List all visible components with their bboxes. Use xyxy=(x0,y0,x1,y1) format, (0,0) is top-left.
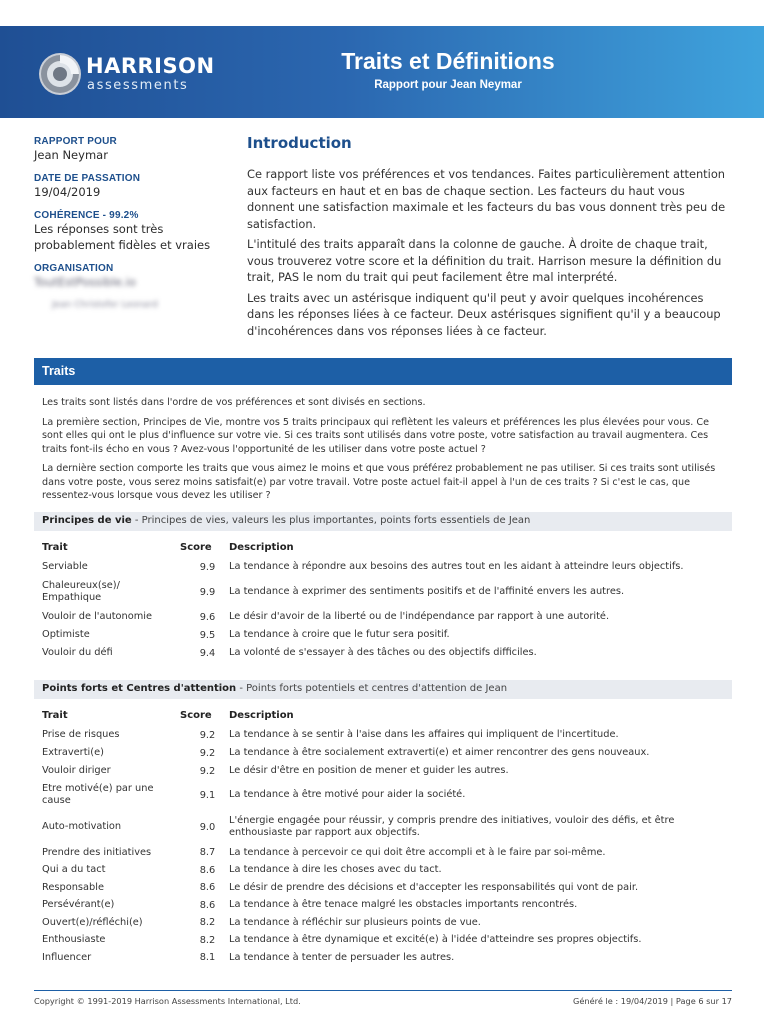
table-row xyxy=(42,862,722,880)
score-column-header: Score xyxy=(180,710,212,721)
trait-score: 8.6 xyxy=(199,882,216,894)
trait-description: Le désir de prendre des décisions et d'accepter les responsabilités qui vont de pair. xyxy=(229,881,639,893)
trait-name: Prendre des initiatives xyxy=(42,846,152,858)
description-column-header: Description xyxy=(229,710,294,721)
trait-description: La tendance à se sentir à l'aise dans les affaires qui impliquent de l'incertitude. xyxy=(229,729,619,740)
footer-copyright: Copyright © 1991-2019 Harrison Assessments International, Ltd. xyxy=(34,996,301,1006)
coherence-label: COHÉRENCE - 99.2% xyxy=(34,210,139,221)
table-row xyxy=(42,932,722,950)
footer-page-info: Généré le : 19/04/2019 | Page 6 sur 17 xyxy=(573,996,732,1006)
trait-name: Chaleureux(se)/ Empathique xyxy=(42,580,120,603)
trait-description: La tendance à exprimer des sentiments positifs et de l'affinité envers les autres. xyxy=(229,586,625,597)
table-row xyxy=(42,726,722,744)
table-row xyxy=(42,576,722,608)
harrison-logo xyxy=(38,52,218,96)
trait-name: Qui a du tact xyxy=(42,864,106,876)
trait-description: La volonté de s'essayer à des tâches ou des objectifs difficiles. xyxy=(229,647,537,658)
table-row xyxy=(42,879,722,897)
trait-score: 9.2 xyxy=(199,729,216,741)
organisation-label: ORGANISATION xyxy=(34,263,114,274)
trait-score: 8.2 xyxy=(199,934,216,946)
trait-name: Serviable xyxy=(42,561,88,572)
introduction-section xyxy=(247,134,732,343)
trait-score: 9.0 xyxy=(199,821,216,833)
date-label: DATE DE PASSATION xyxy=(34,173,141,184)
traits-explanation xyxy=(42,396,722,509)
trait-description: La tendance à croire que le futur sera positif. xyxy=(229,629,450,640)
traits-section-title: Traits xyxy=(42,364,76,378)
table-row xyxy=(42,780,722,810)
traits-paragraph: La première section, Principes de Vie, montre vos 5 traits principaux qui reflètent les valeurs et préférences les plus élevées pour vous. Ce sont elles qui ont le plus d'influence sur votre vie. Si ces traits sont utilisés dans votre poste, votre satisfaction au travail augmentera. Ces traits font-ils écho en vous ? Avez-vous l'opportunité de les utiliser dans votre poste actuel ? xyxy=(42,416,709,455)
trait-name: Vouloir du défi xyxy=(42,647,113,658)
table-header xyxy=(42,708,722,726)
trait-column-header: Trait xyxy=(42,710,68,721)
report-for-value: Jean Neymar xyxy=(34,148,108,162)
trait-description: La tendance à tenter de persuader les autres. xyxy=(229,951,455,963)
trait-score: 9.2 xyxy=(199,765,216,777)
trait-name: Persévérant(e) xyxy=(42,899,115,911)
principes-table xyxy=(42,540,722,662)
organisation-contact: Jean Christofer Leonard xyxy=(52,300,158,310)
report-header xyxy=(0,26,764,118)
introduction-title: Introduction xyxy=(247,134,352,152)
logo-name: HARRISON xyxy=(86,54,215,78)
trait-name: Influencer xyxy=(42,951,92,963)
section-title: Points forts et Centres d'attention - Points forts potentiels et centres d'attention de Jean xyxy=(42,683,508,694)
trait-description: Le désir d'avoir de la liberté ou de l'indépendance par rapport à une autorité. xyxy=(229,611,610,622)
table-row xyxy=(42,949,722,967)
table-row xyxy=(42,644,722,662)
organisation-value: ToutEstPossible.io xyxy=(34,275,136,289)
trait-name: Auto-motivation xyxy=(42,821,122,832)
table-header xyxy=(42,540,722,558)
table-row xyxy=(42,810,722,844)
trait-score: 8.2 xyxy=(199,917,216,929)
table-row xyxy=(42,608,722,626)
traits-paragraph: La dernière section comporte les traits que vous aimez le moins et que vous préférez probablement ne pas utiliser. Si ces traits sont utilisés dans votre poste, vous serez moins satisfait(e) par votre travail. Votre poste actuel fait-il appel à l'un de ces traits ? Si c'est le cas, que ressentez-vous lorsque vous devez les utiliser ? xyxy=(42,463,716,501)
trait-description: La tendance à percevoir ce qui doit être accompli et à le faire par soi-même. xyxy=(229,846,606,858)
trait-name: Enthousiaste xyxy=(42,934,106,946)
introduction-paragraph: Ce rapport liste vos préférences et vos tendances. Faites particulièrement attention aux facteurs en haut et en bas de chaque section. Les facteurs du haut vous donnent une satisfaction maximale et les facteurs du bas vous donnent très peu de satisfaction. xyxy=(247,167,726,231)
trait-score: 8.7 xyxy=(199,847,216,859)
logo-subtitle: assessments xyxy=(87,78,189,93)
trait-description: La tendance à être dynamique et excité(e) à l'idée d'atteindre ses propres objectifs. xyxy=(229,934,642,946)
section-title: Principes de vie - Principes de vies, valeurs les plus importantes, points forts essentiels de Jean xyxy=(42,515,531,526)
table-row xyxy=(42,762,722,780)
trait-description: Le désir d'être en position de mener et guider les autres. xyxy=(229,765,509,776)
page-subtitle: Rapport pour Jean Neymar xyxy=(374,79,522,91)
trait-score: 8.6 xyxy=(199,899,216,911)
trait-description: La tendance à être tenace malgré les obstacles importants rencontrés. xyxy=(229,899,578,911)
report-for-label: RAPPORT POUR xyxy=(34,136,117,147)
trait-name: Ouvert(e)/réfléchi(e) xyxy=(42,916,143,928)
trait-name: Extraverti(e) xyxy=(42,747,104,758)
trait-score: 9.9 xyxy=(199,586,216,598)
table-row xyxy=(42,844,722,862)
coherence-value: Les réponses sont très probablement fidèles et vraies xyxy=(34,222,211,252)
trait-column-header: Trait xyxy=(42,542,68,553)
trait-score: 9.4 xyxy=(199,647,216,659)
trait-description: La tendance à être motivé pour aider la société. xyxy=(229,789,466,800)
report-info xyxy=(34,136,234,310)
trait-score: 9.9 xyxy=(199,561,216,573)
trait-name: Vouloir de l'autonomie xyxy=(42,611,153,622)
page-title: Traits et Définitions xyxy=(341,48,555,74)
table-row xyxy=(42,744,722,762)
trait-description: L'énergie engagée pour réussir, y compris prendre des initiatives, vouloir des défis, et être enthousiaste par rapport aux objectifs. xyxy=(229,815,675,838)
points-forts-table xyxy=(42,708,722,967)
score-column-header: Score xyxy=(180,542,212,553)
date-value: 19/04/2019 xyxy=(34,185,101,199)
trait-name: Responsable xyxy=(42,881,104,893)
trait-score: 9.1 xyxy=(199,789,216,801)
trait-description: La tendance à être socialement extraverti(e) et aimer rencontrer des gens nouveaux. xyxy=(229,747,650,758)
table-row xyxy=(42,558,722,576)
trait-description: La tendance à réfléchir sur plusieurs points de vue. xyxy=(229,916,481,928)
table-row xyxy=(42,897,722,915)
section-bar-points-forts xyxy=(34,680,732,699)
trait-score: 9.2 xyxy=(199,747,216,759)
trait-score: 8.6 xyxy=(199,864,216,876)
trait-name: Optimiste xyxy=(42,629,90,640)
introduction-paragraph: Les traits avec un astérisque indiquent qu'il peut y avoir quelques incohérences dans les réponses liées à ce facteur. Deux astérisques signifient qu'il y a beaucoup d'incohérences dans vos réponses liées à ce facteur. xyxy=(247,290,721,338)
trait-name: Vouloir diriger xyxy=(42,765,111,776)
table-row xyxy=(42,626,722,644)
introduction-paragraph: L'intitulé des traits apparaît dans la colonne de gauche. À droite de chaque trait, vous trouverez votre score et la définition du trait. Harrison mesure la définition du trait, PAS le nom du trait qui peut facilement être mal interprété. xyxy=(247,237,722,284)
section-bar-principes xyxy=(34,512,732,531)
trait-score: 9.6 xyxy=(199,611,216,623)
table-row xyxy=(42,914,722,932)
trait-description: La tendance à dire les choses avec du tact. xyxy=(229,864,442,876)
trait-description: La tendance à répondre aux besoins des autres tout en les aidant à atteindre leurs objectifs. xyxy=(229,561,684,572)
trait-score: 9.5 xyxy=(199,629,216,641)
harrison-logo-icon xyxy=(38,52,82,96)
traits-section-bar xyxy=(34,358,732,385)
trait-score: 8.1 xyxy=(199,952,216,964)
trait-name: Prise de risques xyxy=(42,729,120,740)
traits-paragraph: Les traits sont listés dans l'ordre de vos préférences et sont divisés en sections. xyxy=(42,397,426,408)
description-column-header: Description xyxy=(229,542,294,553)
trait-name: Etre motivé(e) par une cause xyxy=(42,783,154,806)
footer-divider xyxy=(34,990,732,991)
